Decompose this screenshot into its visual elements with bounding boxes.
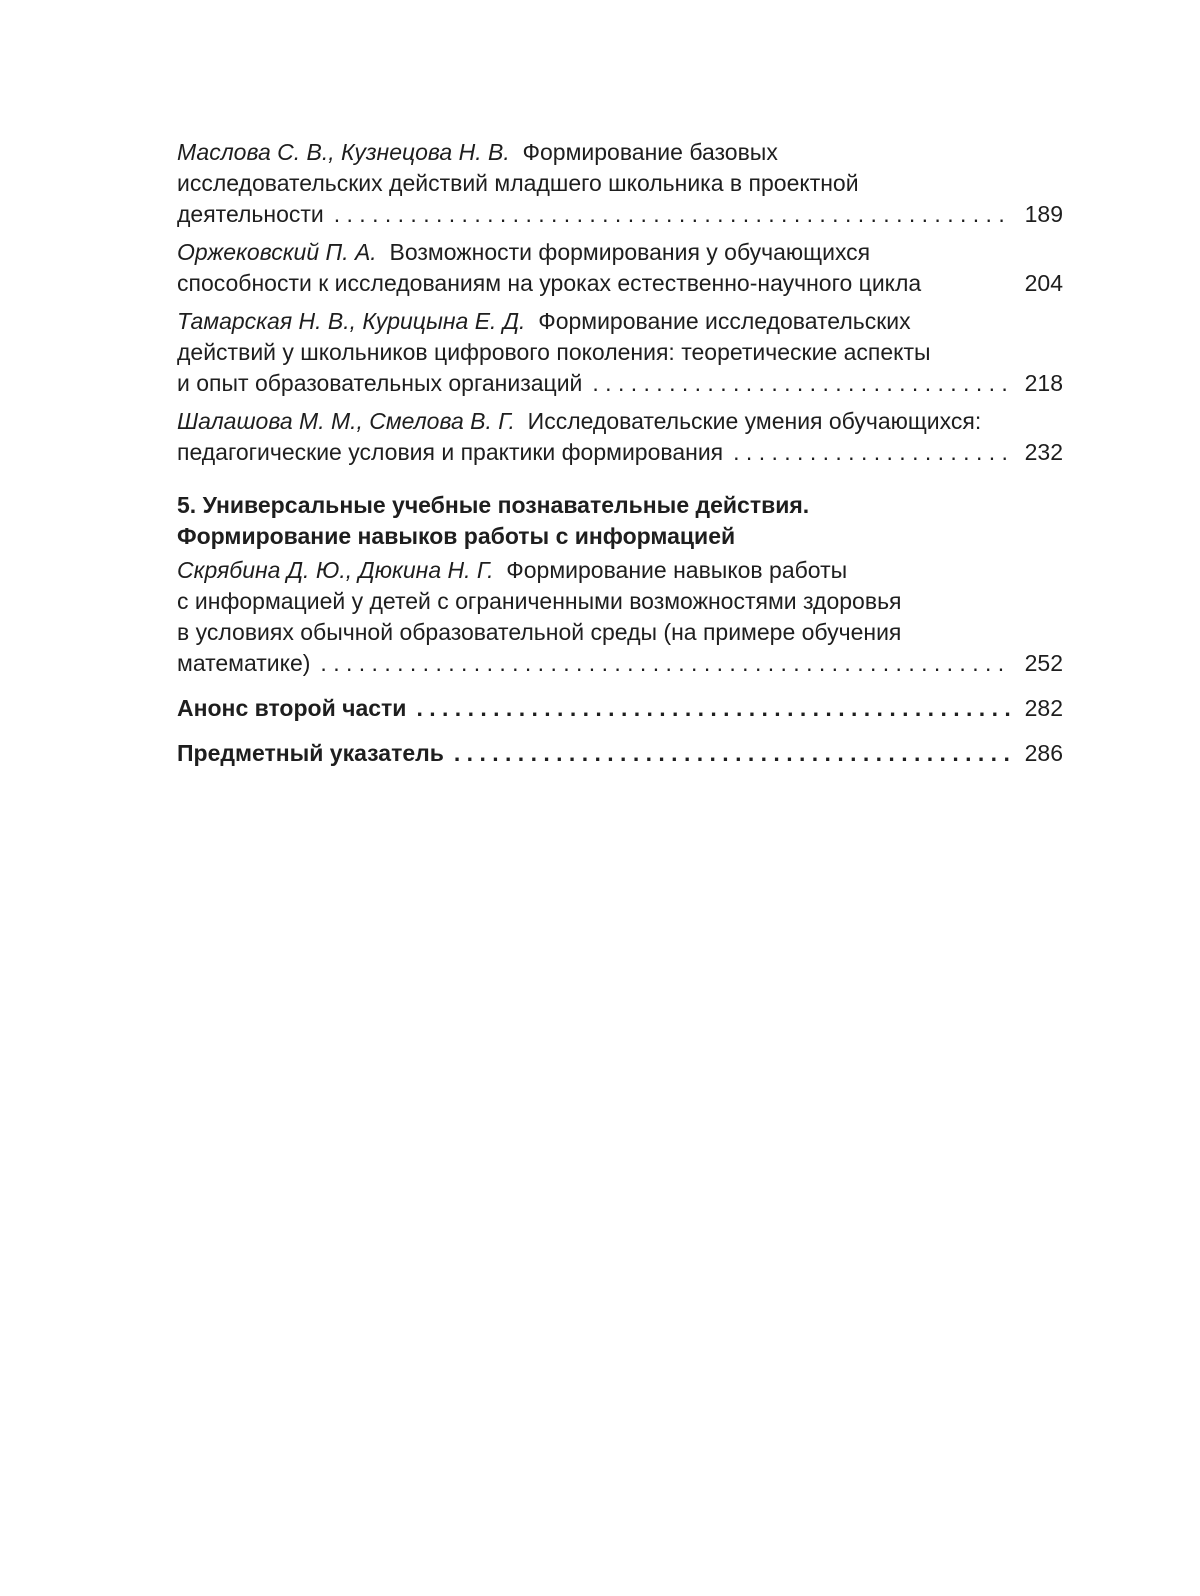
entry-page-number: 286	[1024, 740, 1063, 766]
entry-title-line: исследовательских действий младшего школьника в проектной	[177, 170, 859, 196]
table-of-contents	[177, 137, 1063, 777]
dot-leader	[324, 199, 1011, 230]
dot-leader	[723, 437, 1011, 468]
entry-title-line: способности к исследованиям на уроках естественно-научного цикла	[177, 270, 922, 296]
section-heading-line: 5. Универсальные учебные познавательные действия.	[177, 492, 810, 518]
entry-authors: Тамарская Н. В., Курицына Е. Д.	[177, 308, 526, 334]
toc-entry	[177, 237, 1063, 299]
toc-entry-announce	[177, 693, 1063, 724]
toc-entry	[177, 137, 1063, 230]
entry-title-line: Формирование базовых	[522, 139, 778, 165]
entry-authors: Оржековский П. А.	[177, 239, 377, 265]
entry-title-line: Анонс второй части	[177, 695, 407, 721]
toc-entry	[177, 555, 1063, 679]
entry-page-number: 218	[1024, 370, 1063, 396]
entry-title-line: Формирование исследовательских	[538, 308, 911, 334]
section-heading-line: Формирование навыков работы с информацией	[177, 523, 736, 549]
entry-title-line: деятельности	[177, 201, 324, 227]
entry-title-line: в условиях обычной образовательной среды (на примере обучения	[177, 619, 902, 645]
entry-authors: Скрябина Д. Ю., Дюкина Н. Г.	[177, 557, 494, 583]
toc-entry	[177, 306, 1063, 399]
dot-leader	[582, 368, 1011, 399]
entry-title-line: Предметный указатель	[177, 740, 444, 766]
entry-page-number: 189	[1024, 201, 1063, 227]
entry-authors: Маслова С. В., Кузнецова Н. В.	[177, 139, 510, 165]
dot-leader	[310, 648, 1011, 679]
entry-page-number: 282	[1024, 695, 1063, 721]
toc-entry	[177, 406, 1063, 468]
entry-page-number: 252	[1024, 650, 1063, 676]
entry-title-line: и опыт образовательных организаций	[177, 370, 583, 396]
dot-leader	[444, 738, 1011, 769]
entry-page-number: 204	[1024, 270, 1063, 296]
entry-title-line: Формирование навыков работы	[506, 557, 848, 583]
entry-page-number: 232	[1024, 439, 1063, 465]
entry-title-line: математике)	[177, 650, 311, 676]
entry-title-line: с информацией у детей с ограниченными возможностями здоровья	[177, 588, 902, 614]
toc-entry-index	[177, 738, 1063, 769]
dot-leader	[406, 693, 1011, 724]
entry-authors: Шалашова М. М., Смелова В. Г.	[177, 408, 515, 434]
entry-title-line: педагогические условия и практики формирования	[177, 439, 724, 465]
entry-title-line: Исследовательские умения обучающихся:	[527, 408, 982, 434]
entry-title-line: Возможности формирования у обучающихся	[389, 239, 871, 265]
section-heading	[177, 490, 1063, 552]
entry-title-line: действий у школьников цифрового поколения: теоретические аспекты	[177, 339, 931, 365]
